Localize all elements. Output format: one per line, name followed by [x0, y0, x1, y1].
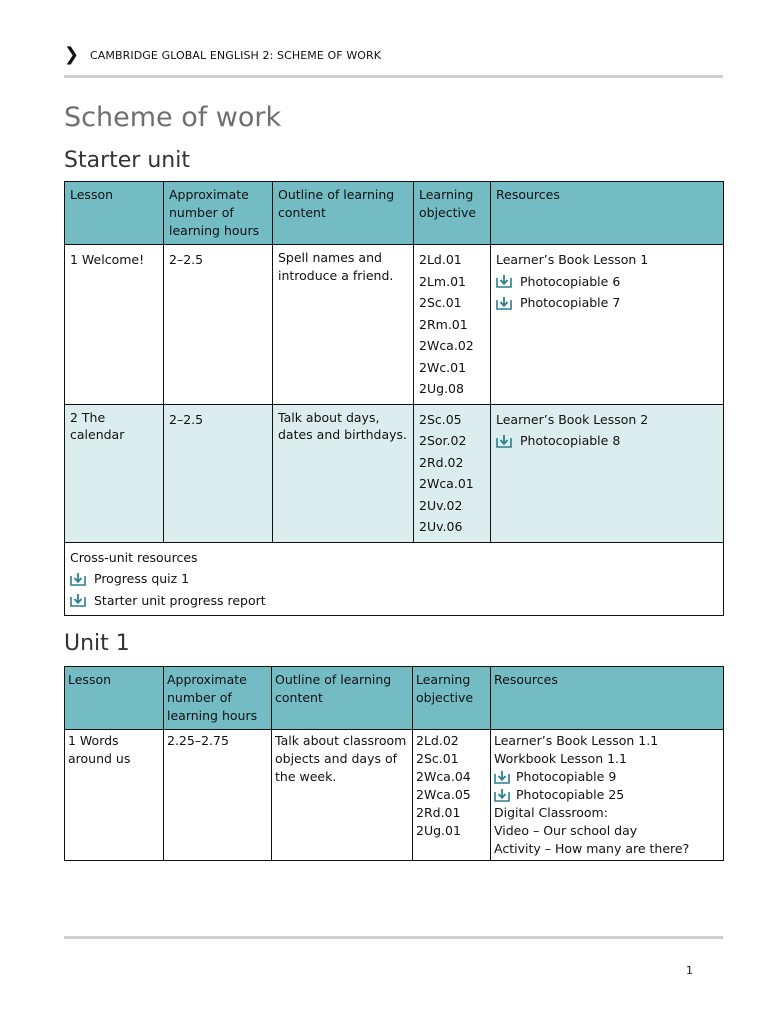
resource-download-label: Photocopiable 9	[516, 769, 617, 784]
resource-download-label: Photocopiable 7	[520, 295, 621, 310]
resource-download-label: Photocopiable 25	[516, 787, 625, 802]
running-header	[64, 46, 724, 66]
download-icon	[494, 770, 510, 784]
resources-cell	[491, 245, 724, 405]
digital-classroom-title: Digital Classroom:	[494, 805, 608, 820]
objective-cell	[414, 245, 491, 405]
objective-code: 2Ug.01	[416, 823, 461, 838]
hours-cell: 2–2.5	[164, 245, 273, 405]
table-row	[65, 404, 724, 542]
page-title: Scheme of work	[64, 102, 282, 133]
footer-divider	[64, 936, 723, 939]
objective-code: 2Wca.01	[419, 476, 474, 491]
cross-unit-cell	[65, 542, 724, 616]
cross-unit-row	[65, 542, 724, 616]
resource-download-link[interactable]	[496, 292, 718, 314]
table-header-row	[65, 182, 724, 245]
col-header-resources: Resources	[491, 667, 724, 730]
col-header-objective: Learning objective	[413, 667, 491, 730]
resource-text: Learner’s Book Lesson 2	[496, 411, 649, 427]
outline-cell: Talk about days, dates and birthdays.	[273, 404, 414, 542]
objective-code: 2Wc.01	[419, 359, 467, 375]
objective-code: 2Wca.05	[416, 787, 471, 802]
col-header-resources: Resources	[491, 182, 724, 245]
col-header-lesson: Lesson	[65, 182, 164, 245]
lesson-cell: 2 The calendar	[65, 404, 164, 542]
outline-cell: Talk about classroom objects and days of the week.	[272, 730, 413, 861]
objective-code: 2Wca.04	[416, 769, 471, 784]
col-header-lesson: Lesson	[65, 667, 164, 730]
download-icon	[70, 572, 86, 586]
download-icon	[496, 434, 512, 448]
starter-unit-table	[64, 181, 724, 616]
lesson-cell: 1 Welcome!	[65, 245, 164, 405]
col-header-outline: Outline of learning content	[273, 182, 414, 245]
unit-1-table	[64, 666, 724, 861]
cross-unit-title: Cross-unit resources	[70, 549, 198, 565]
resource-download-link[interactable]	[496, 430, 718, 452]
table-row	[65, 730, 724, 861]
unit-1-title: Unit 1	[64, 631, 130, 656]
download-icon	[494, 788, 510, 802]
chevron-right-icon: ❯	[64, 44, 80, 65]
resource-download-link[interactable]	[494, 768, 720, 786]
header-divider	[64, 75, 723, 78]
resource-download-link[interactable]	[494, 786, 720, 804]
objective-code: 2Wca.02	[419, 338, 474, 353]
resources-cell	[491, 404, 724, 542]
objective-code: 2Ld.02	[416, 733, 459, 748]
objective-code: 2Ld.01	[419, 252, 462, 267]
col-header-objective: Learning objective	[414, 182, 491, 245]
download-icon	[70, 593, 86, 607]
table-row	[65, 245, 724, 405]
download-icon	[496, 274, 512, 288]
resource-download-label: Photocopiable 6	[520, 273, 621, 289]
table-header-row	[65, 667, 724, 730]
objective-cell	[413, 730, 491, 861]
objective-code: 2Uv.02	[419, 497, 463, 513]
hours-cell: 2.25–2.75	[164, 730, 272, 861]
objective-code: 2Ug.08	[419, 381, 464, 396]
cross-unit-download-link[interactable]	[70, 590, 718, 612]
cross-unit-item-label: Progress quiz 1	[94, 571, 190, 586]
digital-classroom-item[interactable]: Video – Our school day	[494, 823, 638, 838]
page-number: 1	[686, 964, 693, 977]
objective-code: 2Sc.01	[416, 751, 459, 766]
download-icon	[496, 296, 512, 310]
objective-code: 2Lm.01	[419, 273, 466, 289]
outline-cell: Spell names and introduce a friend.	[273, 245, 414, 405]
objective-code: 2Rd.01	[416, 805, 461, 820]
objective-cell	[414, 404, 491, 542]
objective-code: 2Uv.06	[419, 519, 463, 534]
objective-code: 2Sor.02	[419, 433, 467, 448]
resource-text: Learner’s Book Lesson 1.1	[494, 733, 659, 748]
objective-code: 2Sc.05	[419, 411, 462, 427]
cross-unit-download-link[interactable]	[70, 568, 718, 590]
col-header-hours: Approximate number of learning hours	[164, 667, 272, 730]
lesson-cell: 1 Words around us	[65, 730, 164, 861]
resources-cell	[491, 730, 724, 861]
resource-download-label: Photocopiable 8	[520, 433, 621, 448]
resource-text: Workbook Lesson 1.1	[494, 751, 627, 766]
header-title: CAMBRIDGE GLOBAL ENGLISH 2: SCHEME OF WORK	[90, 49, 382, 62]
col-header-outline: Outline of learning content	[272, 667, 413, 730]
objective-code: 2Rm.01	[419, 316, 468, 332]
starter-unit-title: Starter unit	[64, 148, 190, 173]
col-header-hours: Approximate number of learning hours	[164, 182, 273, 245]
digital-classroom-item[interactable]: Activity – How many are there?	[494, 841, 690, 856]
objective-code: 2Rd.02	[419, 454, 464, 470]
resource-download-link[interactable]	[496, 271, 718, 293]
cross-unit-item-label: Starter unit progress report	[94, 592, 266, 608]
resource-text: Learner’s Book Lesson 1	[496, 252, 649, 267]
hours-cell: 2–2.5	[164, 404, 273, 542]
objective-code: 2Sc.01	[419, 295, 462, 310]
